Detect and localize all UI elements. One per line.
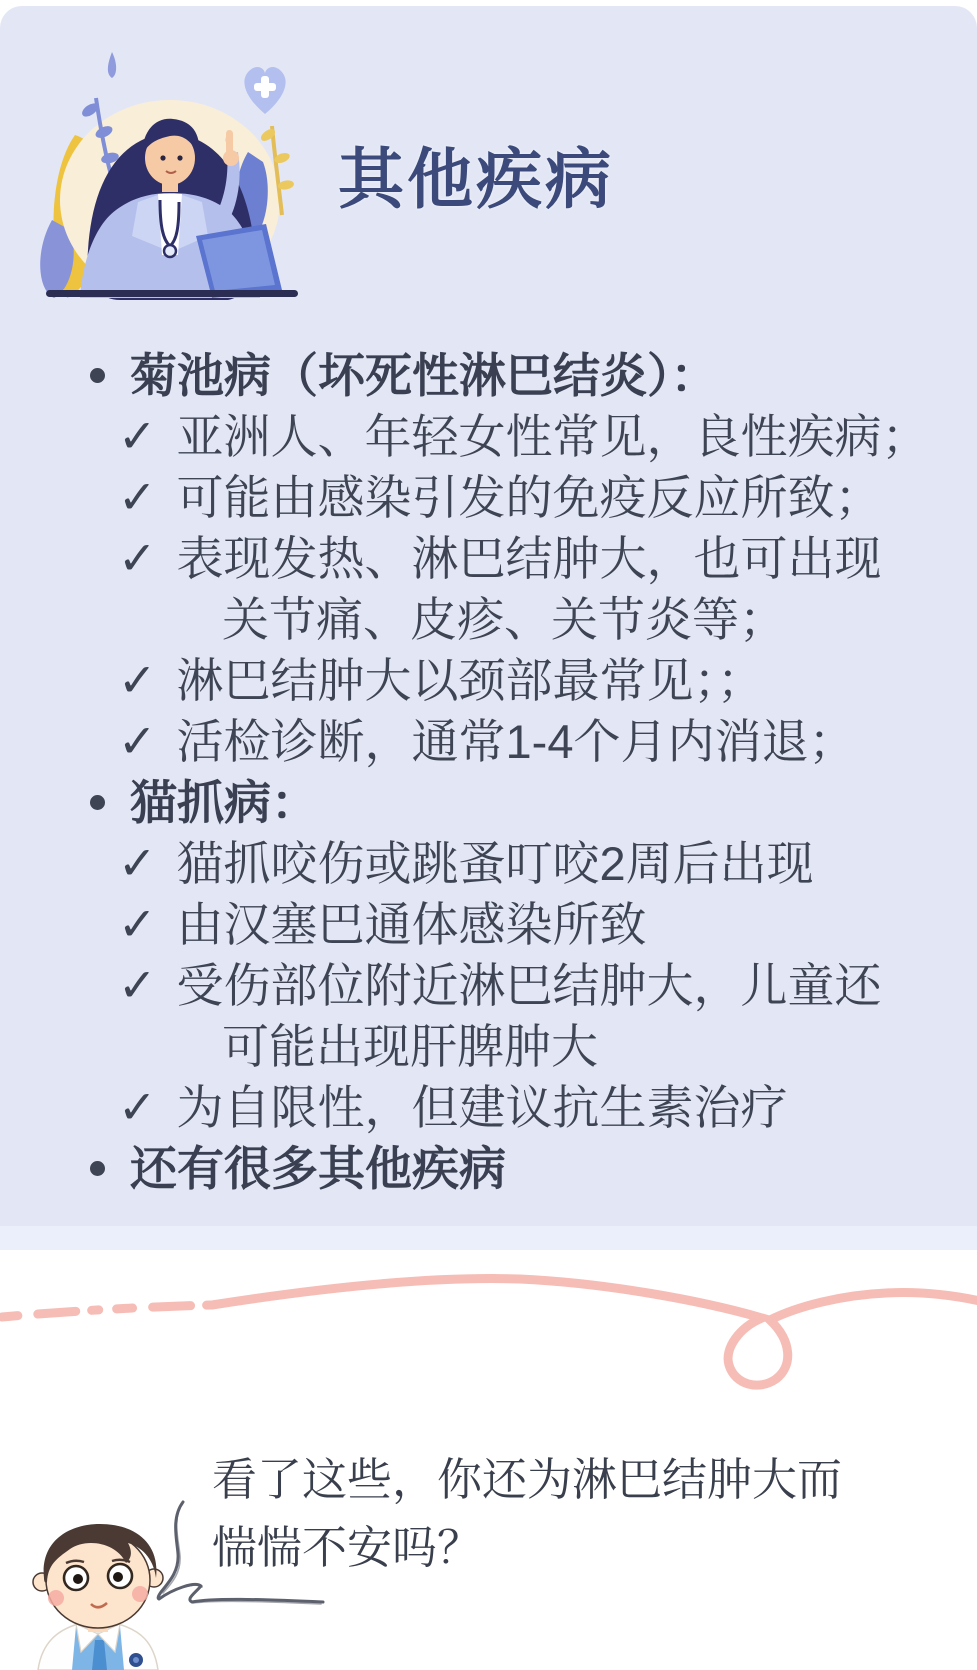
list-item-text: 亚洲人、年轻女性常见，良性疾病； [176,410,929,463]
list-item [0,772,977,833]
speech-line-1: 看了这些，你还为淋巴结肿大而 [212,1454,843,1505]
list-item [0,1077,977,1138]
list-item [0,406,977,467]
list-item-text: 可能出现肝脾肿大 [222,1020,598,1073]
bullet-dot-icon [90,795,105,810]
check-icon: ✓ [118,898,157,950]
bullet-dot-icon [90,1161,105,1176]
list-item [0,589,977,650]
page-title: 其他疾病 [338,142,614,216]
list-item [0,1016,977,1077]
blush [132,1586,148,1602]
list-item-text: 还有很多其他疾病 [130,1142,506,1195]
pink-squiggle-divider [0,1255,977,1415]
list-item [0,467,977,528]
cartoon-doctor [18,1518,178,1670]
list-item-text: 可能由感染引发的免疫反应所致； [176,471,882,524]
list-item-text: 受伤部位附近淋巴结肿大，儿童还 [176,959,882,1012]
check-icon: ✓ [118,837,157,889]
list-item [0,650,977,711]
list-item [0,345,977,406]
list-item-text: 表现发热、淋巴结肿大，也可出现 [176,532,882,585]
list-item-text: 猫抓咬伤或跳蚤叮咬2周后出现 [176,837,814,890]
check-icon: ✓ [118,959,157,1011]
check-icon: ✓ [118,471,157,523]
list-item-text: 活检诊断，通常1-4个月内消退； [176,715,856,768]
list-item [0,711,977,772]
list-item-text: 关节痛、皮疹、关节炎等； [222,593,786,646]
squiggle-dashes [2,1305,212,1317]
table-line [46,290,298,297]
check-icon: ✓ [118,410,157,462]
check-icon: ✓ [118,654,157,706]
list-item [0,1138,977,1199]
list-item [0,528,977,589]
disease-list [0,345,977,1199]
bullet-dot-icon [90,368,105,383]
check-icon: ✓ [118,532,157,584]
panel-bottom-fade [0,1226,977,1250]
doctor-hero-illustration [20,40,320,300]
droplet-icon [108,52,116,78]
check-icon: ✓ [118,715,157,767]
squiggle-loop [212,1279,977,1386]
list-item-text: 淋巴结肿大以颈部最常见；； [176,654,765,707]
list-item-text: 为自限性，但建议抗生素治疗 [176,1081,788,1134]
list-item [0,955,977,1016]
list-item-text: 菊池病（坏死性淋巴结炎）： [130,349,718,402]
list-item-text: 猫抓病： [130,776,318,829]
blush [48,1590,64,1606]
check-icon: ✓ [118,1081,157,1133]
list-item [0,894,977,955]
speech-line-2: 惴惴不安吗？ [212,1522,483,1573]
list-item [0,833,977,894]
list-item-text: 由汉塞巴通体感染所致 [176,898,647,951]
